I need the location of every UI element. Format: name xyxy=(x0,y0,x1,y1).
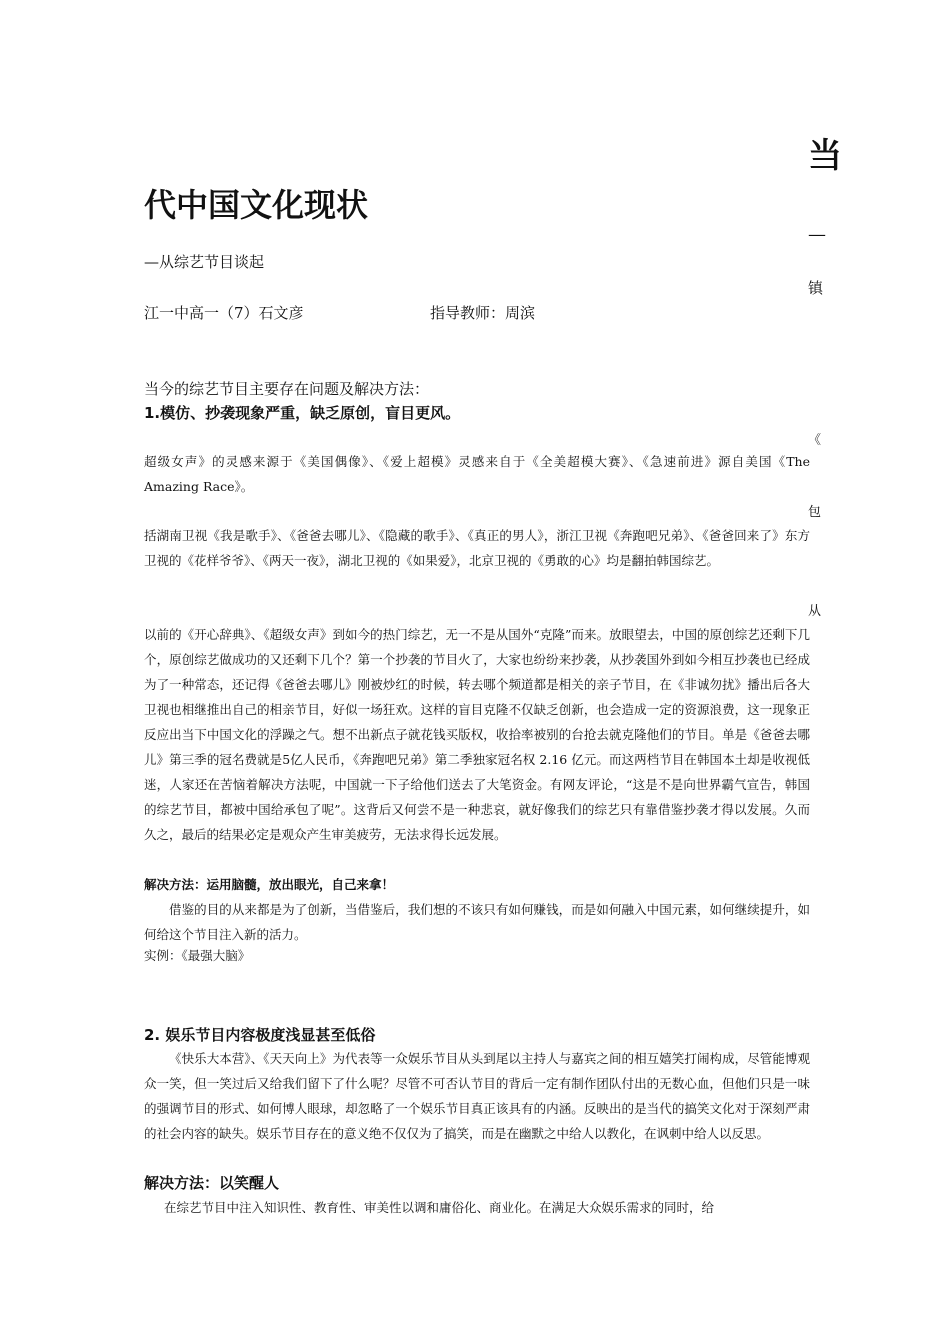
section1-paragraph-2: 括湖南卫视《我是歌手》、《爸爸去哪儿》、《隐藏的歌手》、《真正的男人》，浙江卫视《奔跑吧兄弟》、《爸爸回来了》东方卫视的《花样爷爷》、《两天一夜》，湖北卫视的《如果爱》，北京卫视的《勇敢的心》均是翻拍韩国综艺。 xyxy=(144,528,810,568)
section2-solution: 解决方法：以笑醒人 xyxy=(144,1174,280,1192)
section1-paragraph-3: 以前的《开心辞典》、《超级女声》到如今的热门综艺，无一不是从国外“克隆”而来。放眼望去，中国的原创综艺还剩下几个，原创综艺做成功的又还剩下几个？第一个抄袭的节目火了，大家也纷纷来抄袭，从抄袭国外到如今相互抄袭也已经成为了一种常态，还记得《爸爸去哪儿》刚被炒红的时候，转去哪个频道都是相关的亲子节目，在《非诚勿扰》播出后各大卫视也相继推出自己的相亲节目，好似一场狂欢。这样的盲目克隆不仅缺乏创新，也会造成一定的资源浪费，这一现象正反应出当下中国文化的浮躁之气。想不出新点子就花钱买版权，收拾率被别的台抢去就克隆他们的节目。单是《爸爸去哪儿》第三季的冠名费就是5亿人民币，《奔跑吧兄弟》第二季独家冠名权 2.16 亿元。而这两档节目在韩国本土却是收视低迷，人家还在苦恼着解决方法呢，中国就一下子给他们送去了大笔资金。有网友评论，“这是不是向世界霸气宣告，韩国的综艺节目，都被中国给承包了呢”。这背后又何尝不是一种悲哀，就好像我们的综艺只有靠借鉴抄袭才得以发展。久而久之，最后的结果必定是观众产生审美疲劳，无法求得长远发展。 xyxy=(144,627,810,842)
margin-char-zhen: 镇 xyxy=(808,279,824,297)
section1-heading: 1.模仿、抄袭现象严重，缺乏原创，盲目更风。 xyxy=(144,404,461,422)
author-line: 江一中高一（7）石文彦 xyxy=(144,304,304,322)
section1-paragraph-1: 超级女声》的灵感来源于《美国偶像》、《爱上超模》灵感来自于《全美超模大赛》、《急速前进》源自美国《The Amazing Race》。 xyxy=(144,454,810,494)
margin-char-bao: 包 xyxy=(808,505,822,520)
title-first-char: 当 xyxy=(808,136,842,176)
margin-dash: — xyxy=(808,224,826,245)
teacher-line: 指导教师：周滨 xyxy=(430,304,536,322)
margin-char-cong: 从 xyxy=(808,604,822,619)
section2-paragraph-2: 在综艺节目中注入知识性、教育性、审美性以调和庸俗化、商业化。在满足大众娱乐需求的同时，给 xyxy=(164,1200,715,1215)
section2-paragraph-1: 《快乐大本营》、《天天向上》为代表等一众娱乐节目从头到尾以主持人与嘉宾之间的相互嬉笑打闹构成，尽管能博观众一笑，但一笑过后又给我们留下了什么呢？尽管不可否认节目的背后一定有制作团队付出的无数心血，但他们只是一味的强调节目的形式、如何博人眼球，却忽略了一个娱乐节目真正该具有的内涵。反映出的是当代的搞笑文化对于深刻严肃的社会内容的缺失。娱乐节目存在的意义绝不仅仅为了搞笑，而是在幽默之中给人以教化，在讽刺中给人以反思。 xyxy=(144,1051,810,1141)
subtitle: —从综艺节目谈起 xyxy=(144,253,265,271)
section2-heading: 2. 娱乐节目内容极度浅显甚至低俗 xyxy=(144,1026,376,1044)
intro-line: 当今的综艺节目主要存在问题及解决方法： xyxy=(144,380,430,398)
margin-quote-mark: 《 xyxy=(808,433,822,448)
section1-example: 实例：《最强大脑》 xyxy=(144,948,251,963)
section1-paragraph-4: 借鉴的目的从来都是为了创新，当借鉴后，我们想的不该只有如何赚钱，而是如何融入中国元素，如何继续提升，如何给这个节目注入新的活力。 xyxy=(144,902,810,942)
section1-solution: 解决方法：运用脑髓，放出眼光，自己来拿！ xyxy=(144,877,395,892)
page-title: 代中国文化现状 xyxy=(144,186,369,224)
